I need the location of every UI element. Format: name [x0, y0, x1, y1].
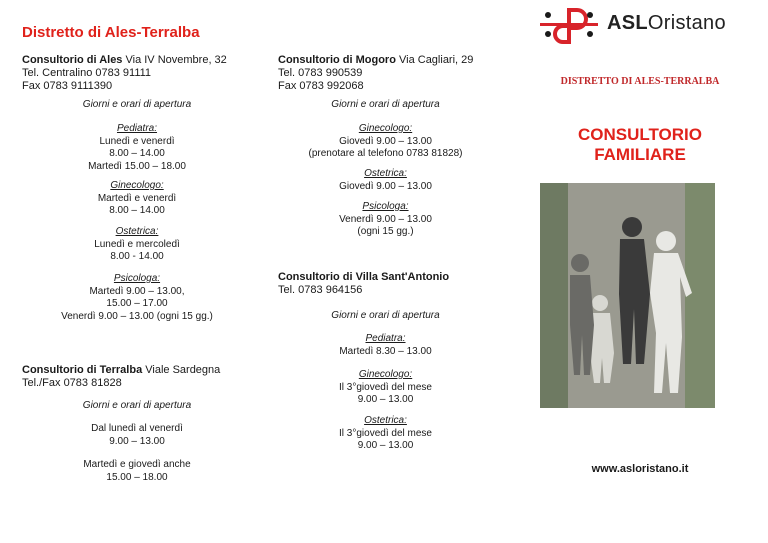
- ales-ostetrica: [22, 226, 252, 264]
- hours-line: 8.00 – 14.00: [109, 148, 165, 159]
- ales-ginecologo: [22, 180, 252, 218]
- hours-line: (ogni 15 gg.): [357, 226, 414, 237]
- terralba-tel: Tel./Fax 0783 81828: [22, 377, 122, 389]
- hours-line: Martedì e venerdì: [97, 192, 177, 204]
- mogoro-tel: Tel. 0783 990539: [278, 67, 363, 79]
- role-label: Ostetrica:: [115, 226, 159, 237]
- hours-line: 8.00 – 14.00: [109, 205, 165, 216]
- hours-line: Martedì 8.30 – 13.00: [339, 345, 432, 357]
- hours-line: 9.00 – 13.00: [357, 440, 414, 451]
- ales-address: Via IV Novembre, 32: [122, 54, 227, 66]
- hours-line: Lunedì e mercoledì: [94, 238, 180, 250]
- hours-line: Martedì 15.00 – 18.00: [88, 160, 186, 172]
- terralba-hours-1: [22, 423, 252, 448]
- mogoro-address: Via Cagliari, 29: [395, 54, 474, 66]
- heading-line-1: CONSULTORIO: [577, 125, 703, 144]
- ales-pediatra: [22, 123, 252, 173]
- role-label: Psicologa:: [113, 273, 161, 284]
- hours-line: 9.00 – 13.00: [357, 394, 414, 405]
- terralba-name: Consultorio di Terralba: [22, 364, 143, 376]
- mogoro-psicologa: [278, 201, 493, 239]
- hours-line: Venerdì 9.00 – 13.00 (ogni 15 gg.): [61, 310, 213, 322]
- ales-fax: Fax 0783 9111390: [22, 80, 113, 92]
- role-label: Pediatra:: [116, 123, 158, 134]
- hours-line: Venerdì 9.00 – 13.00: [339, 213, 432, 225]
- mogoro-ostetrica: [278, 168, 493, 193]
- consultorio-heading: [540, 125, 740, 165]
- asl-logo-icon: [540, 6, 600, 46]
- mogoro-ginecologo: [278, 123, 493, 161]
- hours-line: Dal lunedì al venerdì: [91, 423, 183, 434]
- hours-line: Lunedì e venerdì: [99, 135, 175, 147]
- hours-line: Martedì e giovedì anche: [83, 459, 191, 470]
- villa-ostetrica: [278, 415, 493, 453]
- hours-line: 8.00 - 14.00: [110, 251, 164, 262]
- brand-light: Oristano: [647, 12, 726, 34]
- ales-psicologa: [22, 273, 252, 323]
- hours-line: 15.00 – 18.00: [106, 471, 168, 483]
- villa-ginecologo: [278, 369, 493, 407]
- role-label: Ginecologo:: [110, 180, 164, 191]
- district-title: Distretto di Ales-Terralba: [22, 24, 200, 41]
- role-label: Pediatra:: [365, 333, 406, 344]
- ales-hours-title: Giorni e orari di apertura: [82, 99, 192, 110]
- family-photo: [540, 183, 715, 408]
- hours-line: (prenotare al telefono 0783 81828): [308, 148, 463, 159]
- mogoro-fax: Fax 0783 992068: [278, 80, 364, 92]
- role-label: Psicologa:: [362, 201, 409, 212]
- asl-brand: [607, 12, 726, 35]
- ales-tel: Tel. Centralino 0783 91111: [22, 67, 152, 79]
- role-label: Ostetrica:: [364, 415, 407, 426]
- website-url: www.asloristano.it: [591, 463, 689, 475]
- terralba-hours-2: [22, 459, 252, 484]
- role-label: Ginecologo:: [358, 123, 413, 134]
- villa-name: Consultorio di Villa Sant'Antonio: [278, 271, 450, 283]
- ales-address-block: [22, 54, 252, 93]
- heading-line-2: FAMILIARE: [594, 145, 686, 164]
- district-label: DISTRETTO DI ALES-TERRALBA: [560, 76, 720, 87]
- mogoro-hours-title: Giorni e orari di apertura: [331, 99, 440, 110]
- role-label: Ostetrica:: [364, 168, 407, 179]
- hours-line: Giovedì 9.00 – 13.00: [339, 135, 432, 147]
- mogoro-name: Consultorio di Mogoro: [278, 54, 396, 66]
- hours-line: Il 3°giovedì del mese: [339, 381, 432, 393]
- villa-hours-title: Giorni e orari di apertura: [331, 310, 440, 321]
- terralba-address-block: [22, 364, 252, 390]
- role-label: Ginecologo:: [358, 369, 413, 380]
- villa-pediatra: [278, 333, 493, 358]
- villa-tel: Tel. 0783 964156: [278, 284, 363, 296]
- hours-line: Giovedì 9.00 – 13.00: [339, 180, 432, 192]
- terralba-hours-title: Giorni e orari di apertura: [82, 400, 192, 411]
- hours-line: 15.00 – 17.00: [106, 298, 168, 309]
- terralba-address: Viale Sardegna: [142, 364, 221, 376]
- villa-address-block: [278, 271, 493, 297]
- ales-name: Consultorio di Ales: [22, 54, 123, 66]
- brand-bold: ASL: [607, 12, 648, 34]
- hours-line: Martedì 9.00 – 13.00,: [89, 285, 185, 297]
- hours-line: Il 3°giovedì del mese: [339, 427, 432, 439]
- mogoro-address-block: [278, 54, 493, 93]
- hours-line: 9.00 – 13.00: [109, 435, 165, 447]
